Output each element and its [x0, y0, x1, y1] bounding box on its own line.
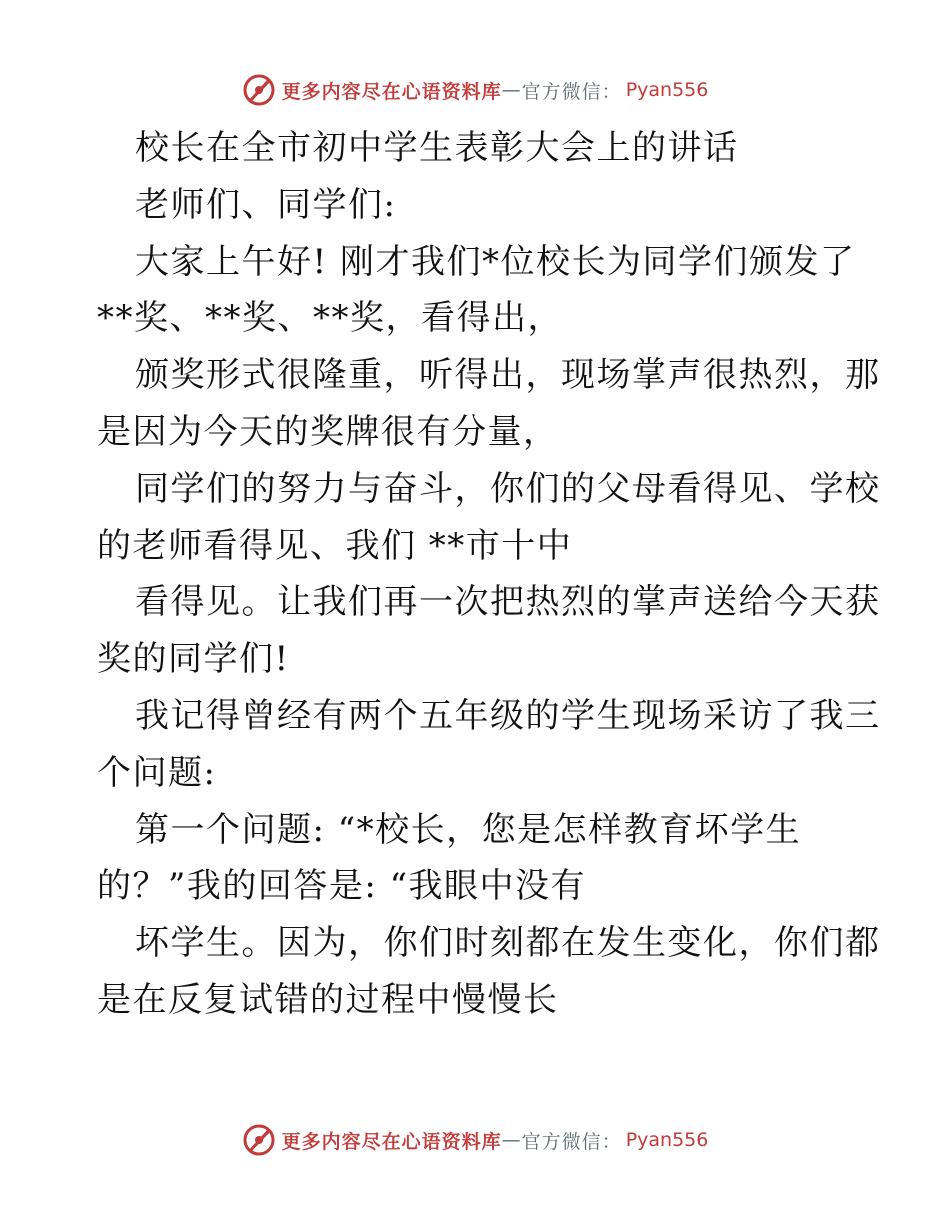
- footer-watermark-banner: [0, 1120, 950, 1160]
- banner-main-text: 更多内容尽在心语资料库: [281, 80, 502, 103]
- text-line: 的老师看得见、我们 **市十中: [97, 525, 573, 566]
- banner-official-text: 官方微信：: [521, 1130, 622, 1153]
- text-line: 大家上午好! 刚才我们*位校长为同学们颁发了: [135, 241, 856, 282]
- banner-official-text: 官方微信：: [521, 80, 622, 103]
- document-title: 校长在全市初中学生表彰大会上的讲话: [135, 128, 739, 168]
- banner-dash: —: [501, 79, 522, 101]
- quill-seal-icon: [242, 73, 276, 107]
- header-watermark-banner: [0, 70, 950, 110]
- text-line: 奖的同学们!: [97, 639, 290, 680]
- banner-main-text: 更多内容尽在心语资料库: [281, 1130, 502, 1153]
- quill-seal-icon: [242, 1123, 276, 1157]
- text-line: 的？”我的回答是: “我眼中没有: [97, 866, 587, 907]
- text-line: 看得见。让我们再一次把热烈的掌声送给今天获: [135, 582, 881, 623]
- text-line: 是在反复试错的过程中慢慢长: [97, 979, 559, 1020]
- text-line: 同学们的努力与奋斗，你们的父母看得见、学校: [135, 468, 881, 509]
- text-line: 个问题:: [97, 752, 217, 793]
- text-line: 第一个问题: “*校长，您是怎样教育坏学生: [135, 809, 802, 850]
- document-body: [97, 120, 881, 1029]
- text-line: 颁奖形式很隆重，听得出，现场掌声很热烈，那: [135, 355, 881, 396]
- banner-wechat-id: Pyan556: [625, 79, 709, 101]
- banner-wechat-id: Pyan556: [625, 1129, 709, 1151]
- text-line: 我记得曾经有两个五年级的学生现场采访了我三: [135, 695, 881, 736]
- text-line: 老师们、同学们:: [135, 184, 397, 225]
- text-line: **奖、**奖、**奖，看得出，: [97, 298, 563, 339]
- text-line: 坏学生。因为，你们时刻都在发生变化，你们都: [135, 923, 881, 964]
- text-line: 是因为今天的奖牌很有分量，: [97, 411, 559, 452]
- banner-dash: —: [501, 1129, 522, 1151]
